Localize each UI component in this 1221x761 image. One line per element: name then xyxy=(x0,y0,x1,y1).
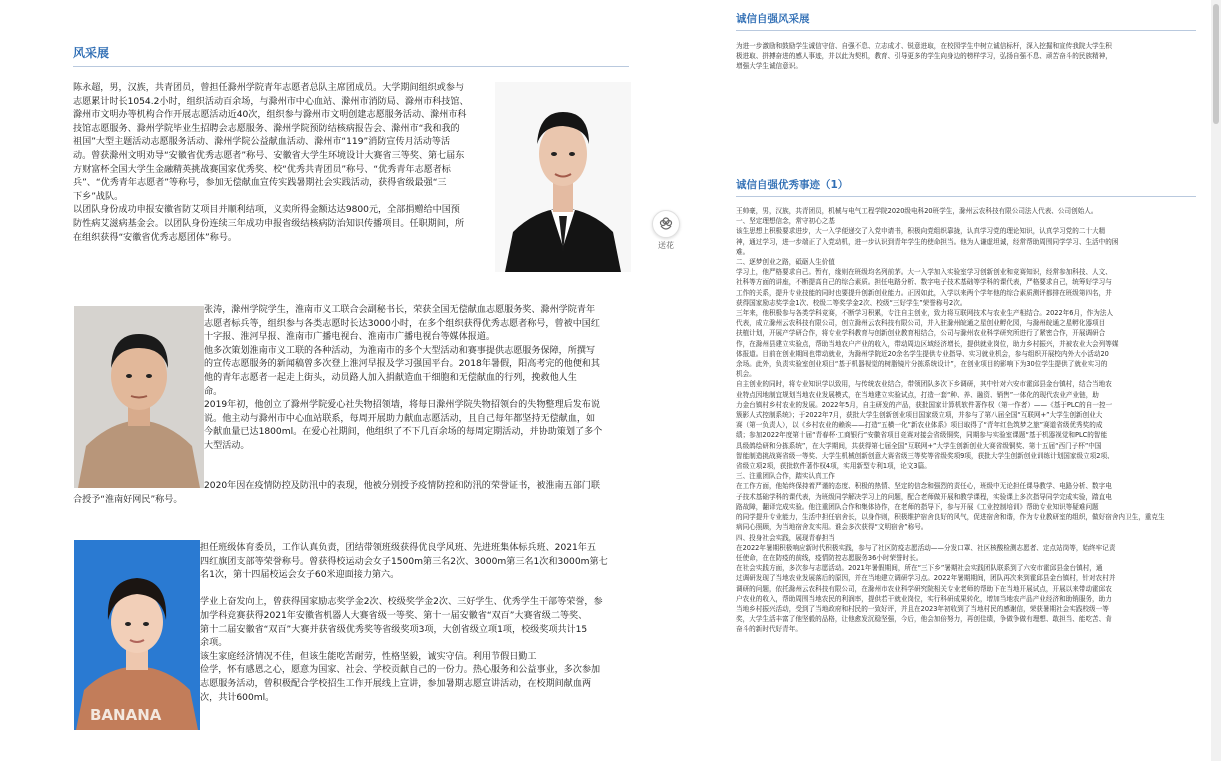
profile-1-line: 祖国”大型主题活动志愿服务活动、滁州学院公益献血活动、滁州市“119”消防宣传月活动等活 xyxy=(73,137,451,148)
right-story-text xyxy=(736,206,1196,635)
story-heading: 在工作方面，他始终保持着严谨的态度、积极的热情、坚定的信念和强烈的责任心，班级中无论担任课导教学、电路分析、数字电 xyxy=(736,482,1112,491)
story-line: 王帅豪，男，汉族，共青团员，机械与电气工程学院2020级电科20班学生，滁州云农科技有限公司法人代表、公司创始人。 xyxy=(736,207,1098,215)
profile-3-line: 俭学，怀有感恩之心，愿意为国家、社会、学校贡献自己的一份力。热心服务和公益事业，多次参加 xyxy=(200,665,601,676)
story-line: 三年来，他积极参与各类学科竞赛，不断学习积累，专注自主创业，致力将互联网技术与农业生产相结合。2022年6月，作为法人 xyxy=(736,309,1114,318)
right-section-title-2: 诚信自强优秀事迹（1） xyxy=(736,179,849,191)
profile-2-line: 志愿者标兵等，组织参与各类志愿时长达3000小时，在多个组织获得优秀志愿者称号，曾被中国红 xyxy=(204,318,600,329)
profile-3-line: 加学科竞赛获得2021年安徽省机器人大赛省级一等奖、第十一届安徽省“双百”大赛省级二等奖、 xyxy=(200,610,588,621)
story-heading: 一、坚定理想信念，常守初心之基 xyxy=(736,217,835,226)
vertical-scrollbar[interactable] xyxy=(1211,0,1221,761)
right-intro-text xyxy=(736,41,1196,72)
story-line: 子技术基础学科的课代表，为班级同学解决学习上的问题，配合老师做开展和教学课程，实验课上多次指导同学完成实验，踏直电 xyxy=(736,492,1112,501)
story-line: 户农业的收入，帮助周围当地农民的利润率，提供若干就业岗位，实行科研成果转化，增加当地农产品产业经济和助销服务，助力 xyxy=(736,594,1112,603)
scrollbar-thumb[interactable] xyxy=(1213,4,1219,124)
story-line: 扶植计划，开展产学研合作，将专业学科教育与创新创业教育相结合，公司与滁州农业科学研究所进行了紧密合作，开展调研合 xyxy=(736,329,1106,338)
story-line: 绩；参加2022年度第十届“青春杯·工商银行”安徽省项目竞赛对接会省级铜奖，同期参与实验室课题“基于机器视觉和PLC的智能 xyxy=(736,431,1108,440)
story-heading: 二、逐梦创业之路，砥砺人生价值 xyxy=(736,258,835,267)
story-line: 奋斗的新时代好青年。 xyxy=(736,625,802,634)
story-line: 业特点因地制宜规划当地农业发展模式，在当地建立实验试点，打造一套“种、养、融资、销售”一体化的现代农业产业链，助 xyxy=(736,390,1099,399)
profile-2-line: 十字报、淮河早报、淮南市广播电视台、淮南市广播电视台等媒体报道。 xyxy=(204,332,496,343)
profile-1-photo xyxy=(495,82,631,272)
story-line: 自主创业的同时，将专业知识学以致用，与传统农业结合，带领团队多次下乡调研，其中针对六安市霍邱县金台镇村，结合当地农 xyxy=(736,380,1112,389)
story-line: 调研的问题，依托滁州云农科技有限公司，在滁州市农业科学研究院相关专业老师的帮助下在当地开展试点，开展以来带动霍邱农 xyxy=(736,584,1112,593)
story-line: 过调研发现了当地农业发展落后的原因，并在当地建立调研学习点。2022年暑期期间，团队再次来到霍邱县金台镇村，针对农村并 xyxy=(736,574,1116,583)
story-line: 工作的关系，提升专业技能的同时也要提升创新创业能力。正因如此，入学以来两个学年他的综合素质测评都排在班级第四名，并 xyxy=(736,288,1112,297)
profile-3-line: 该生家庭经济情况不佳，但该生能吃苦耐劳，性格坚毅，诚实守信。利用节假日勤工 xyxy=(200,651,537,662)
story-line: 体报道。目前在创业期间也带动就业，为滁州学院近20余名学生提供专业指导、实习就业机会，参与组织开展校内外大小活动20 xyxy=(736,349,1109,358)
svg-text:BANANA: BANANA xyxy=(90,706,162,724)
story-line: 省级立项2项，获批软件著作权4项，实用新型专利1项，论文3篇。 xyxy=(736,462,931,471)
profile-3-line: 学业上奋发向上，曾获得国家励志奖学金2次、校级奖学金2次、三好学生、优秀学生干部等荣誉，参 xyxy=(200,597,603,608)
story-line: 当地乡村振兴活动，受到了当地政府和村民的一致好评，并且在2023年初收到了当地村民的感谢信，荣获暑期社会实践校级一等 xyxy=(736,604,1109,613)
story-line: 赛（第一负责人），以《乡村农业的赖诶——打造“五横一化”新农业体系》项目取得了“青年红色筑梦之旅”赛道省级优秀奖的成 xyxy=(736,421,1103,430)
profile-1-line: 兵”、“优秀青年志愿者”等称号，参加无偿献血宣传实践暑期社会实践活动，获得省级最强“三 xyxy=(73,178,447,189)
story-heading: 在2022年暑期积极响应新时代积极实践，参与了社区防疫志愿活动——分发口罩、社区核酸检测志愿者、定点站岗等，始终牢记责 xyxy=(736,543,1116,552)
right-document-page xyxy=(724,0,1196,761)
profile-1-line: 滁州市文明办等机构合作开展志愿活动近40次，组织参与滁州市文明创建志愿服务活动、滁州市科 xyxy=(73,110,467,121)
story-line: 机会。 xyxy=(736,370,756,379)
profile-1-line: 方财富杯全国大学生金融精英挑战赛国家优秀奖、校“优秀共青团员”称号、“优秀青年志愿者标 xyxy=(73,164,451,175)
story-line: 具级鸽绘研和分拣系统”，在大学期间，共获得第七届全国“互联网+”大学生创新创业大赛省级铜奖、第十五届“西门子杯”中国 xyxy=(736,441,1102,450)
intro-line: 极进取、拼搏奋进的感人事迹，并以此为契机，教育、引导更多的学生向身边的榜样学习，弘扬自强不息、顽苦奋斗的民族精神， xyxy=(736,52,1112,61)
profile-1-line: 下乡”战队。 xyxy=(73,191,124,202)
profile-3-line: 志愿服务活动，曾积极配合学校招生工作开展线上宣讲，参加暑期志愿宣讲活动，在校期间献血两 xyxy=(200,678,592,689)
profile-2-line: 他的青年志愿者一起走上街头，动员路人加入捐献造血干细胞和无偿献血的行列，挽救他人生 xyxy=(204,372,577,383)
profile-1-line: 在组织获得“安徽省优秀志愿团体”称号。 xyxy=(73,232,238,243)
story-line: 力金台镇村乡村农业的发展。2022年5月，自主研发的产品，获批国家计算机软件著作权（第一作者）——《基于PLC的自一控一 xyxy=(736,400,1113,409)
left-title-rule xyxy=(73,66,629,67)
intro-line: 增强大学生诚信意识。 xyxy=(736,62,802,71)
flower-icon xyxy=(652,210,680,238)
story-line: 路故障，翻译完成实验。他注重团队合作和集体协作，在老师的指导下，参与开展《工业控制培训》帮助专业知识等疑难问题 xyxy=(736,502,1099,511)
profile-3-line: 名1次，第十四届校运会女子60米迎面接力第六。 xyxy=(200,570,400,581)
profile-2-line: 说。他主动与滁州市中心血站联系，每周开展助力献血志愿活动，且自己每年都坚持无偿献血，如 xyxy=(204,413,596,424)
profile-3-line xyxy=(200,583,630,597)
profile-2-photo xyxy=(74,306,204,488)
profile-3-line: 担任班级体育委员，工作认真负责，团结带领班级获得优良学风班、先进班集体标兵班、2021年五 xyxy=(200,543,596,553)
profile-2-text xyxy=(204,304,630,454)
profile-2-line: 2020年因在疫情防控及防汛中的表现，他被分别授予疫情防控和防汛的荣誉证书，被淮南五部门联 xyxy=(204,481,600,491)
profile-2-line: 2019年初，他创立了滁州学院爱心社失物招领墙，将每日滁州学院失物招领台的失物整理后发布说 xyxy=(204,400,600,411)
profile-2-text-continued xyxy=(73,480,629,507)
left-section-title: 风采展 xyxy=(73,46,110,60)
profile-3-line: 余项。 xyxy=(200,638,228,649)
story-line: 任使命，在在防疫的前线，疫情防控志愿服务36小时荣誉时长。 xyxy=(736,553,923,562)
left-document-page xyxy=(62,0,642,761)
profile-1-line: 动。曾获滁州文明劝导“安徽省优秀志愿者”称号、安徽省大学生环境设计大赛省三等奖、第七届东 xyxy=(73,150,465,161)
intro-line: 为进一步激励和鼓励学生诚信守信、自强不息、立志成才、锐意进取，在校园学生中树立诚信标杆，深入挖掘和宣传我院大学生积 xyxy=(736,42,1112,50)
profile-1-text xyxy=(73,82,501,245)
profile-2-line: 张涛，滁州学院学生，淮南市义工联合会副秘书长，荣获全国无偿献血志愿服务奖、滁州学院青年 xyxy=(204,305,596,315)
profile-1-line: 技馆志愿服务、滁州学院毕业生招聘会志愿服务、滁州学院预防结核病报告会、滁州市“我和我的 xyxy=(73,123,460,134)
story-line: 获得国家励志奖学金1次、校级二等奖学金2次、校级“三好学生”荣誉称号2次。 xyxy=(736,298,967,307)
profile-3-line: 四红旗团支部等荣誉称号。曾获得校运动会女子1500m第三名2次、3000m第三名1次和3000m第七 xyxy=(200,556,608,567)
story-line: 学习上，他严格要求自己。暂有，缘则在班级均名列前茅。大一入学加入实验室学习创新创业和竞赛知识，经常参加科技、人文、 xyxy=(736,268,1112,277)
story-line: 难。 xyxy=(736,247,750,256)
story-line: 神，通过学习，进一步端正了入党动机，进一步认识到青年学生的使命担当。他为人谦虚坦诚，经常帮助周围同学学习、生活中的困 xyxy=(736,237,1119,246)
send-flowers-label: 送花 xyxy=(658,241,674,250)
story-line: 该生思想上积极要求进步，大一入学便递交了入党申请书，积极向党组织靠拢，认真学习党的理论知识，认真学习党的二十大精 xyxy=(736,227,1106,236)
story-line: 簇影人式控制系统》；于2022年7月，获批大学生创新创业项目国家级立项，并参与了第八届全国“互联网+”大学生创新创业大 xyxy=(736,411,1103,420)
story-line: 作，在滁州县建立实验点，帮助当地农户产业的收入，带动周边区域经济增长，提供就业岗位，助力乡村振兴，并被农业大会列等媒 xyxy=(736,339,1119,348)
profile-1-line: 志愿累计时长1054.2小时，组织活动百余场，与滁州市中心血站、滁州市消防局、滁州市科技馆、 xyxy=(73,96,469,107)
profile-1-line: 防性病艾滋病基金会。以团队身份连续三年成功申报省级结核病防治知识传播项目。任职期间，所 xyxy=(73,218,465,229)
profile-3-line: 第十二届安徽省“双百”大赛并获省级优秀奖等省级奖项3项，大创省级立项1项，校级奖项共计15 xyxy=(200,624,588,635)
profile-2-line: 大型活动。 xyxy=(204,440,250,451)
story-line: 病同心照顾，为当地宿舍友实用。谁会多次获得“文明宿舍”称号。 xyxy=(736,523,928,532)
story-line: 在社会实践方面，多次参与志愿活动。2021年暑假期间，所在“三下乡”暑期社会实践团队联系到了六安市霍邱县金台镇村，通 xyxy=(736,564,1103,573)
story-line: 余场。此外，负责实验室创业项目“基于机器视觉的树脂镜片分拣系统设计”，在创业项目的影响下为30位学生提供了就业实习的 xyxy=(736,360,1108,369)
story-line: 三、注重团队合作，踏实认真工作 xyxy=(736,472,835,481)
profile-2-line: 他多次策划淮南市义工联的各种活动，为淮南市的多个大型活动和赛事提供志愿服务保障，所撰写 xyxy=(204,345,596,356)
profile-1-line: 陈永超，男，汉族，共青团员，曾担任滁州学院青年志愿者总队主席团成员。大学期间组织或参与 xyxy=(73,83,465,93)
story-line: 智能制造挑战赛省级一等奖、大学生机械创新创意大赛省级三等奖等省级奖项9项，获批大学生创新创业训练计划国家级立项2项、 xyxy=(736,451,1114,460)
send-flowers-button[interactable] xyxy=(644,210,688,260)
profile-1-line: 以团队身份成功申报安徽省防艾项目并顺利结项，义卖所得金额达达9800元，全部捐赠给中国预 xyxy=(73,205,460,216)
story-line: 奖，大学生活丰富了他坚毅的品格，让他愈发沉稳坚强，今后，他会加倍努力，再创佳绩，争做争做有理想、敢担当、能吃苦、肯 xyxy=(736,615,1112,624)
profile-2-line: 命。 xyxy=(204,386,223,397)
profile-2-line: 合授予“淮南好网民”称号。 xyxy=(73,494,183,505)
profile-3-text xyxy=(200,542,630,705)
right-title-rule-1 xyxy=(736,30,1196,31)
profile-3-photo xyxy=(74,540,200,730)
story-line: 四、投身社会实践，展现青春担当 xyxy=(736,533,835,542)
story-line: 代表，成立滁州云农科技有限公司，创立滁州云农科技有限公司，并入驻滁州皖通之星创业孵化园，与滁州皖通之星孵化器项目 xyxy=(736,319,1106,328)
right-section-title-1: 诚信自强风采展 xyxy=(736,13,810,25)
story-line: 的同学提升专业能力，生活中担任宿舍长，以身作则，积极维护宿舍良好的风气，促进宿舍和谐，作为专业教研室的组织，做好宿舍内卫生，重克生 xyxy=(736,513,1165,522)
right-title-rule-2 xyxy=(736,196,1196,197)
profile-2-line: 的宣传志愿服务的新闻稿曾多次登上淮河早报及学习强国平台。2018年暑假，阳高考完的他便和其 xyxy=(204,359,600,370)
profile-2-line: 今献血量已达1800ml。在爱心社期间，他组织了不下几百余场的每周定期活动，并协助策划了多个 xyxy=(204,427,603,438)
story-line: 社科等方面的讲座，不断提高自己的综合素质。担任电路分析、数字电子技术基础等学科的课代表，严格要求自己，统筹好学习与 xyxy=(736,278,1112,287)
profile-3-line: 次，共计600ml。 xyxy=(200,692,275,703)
